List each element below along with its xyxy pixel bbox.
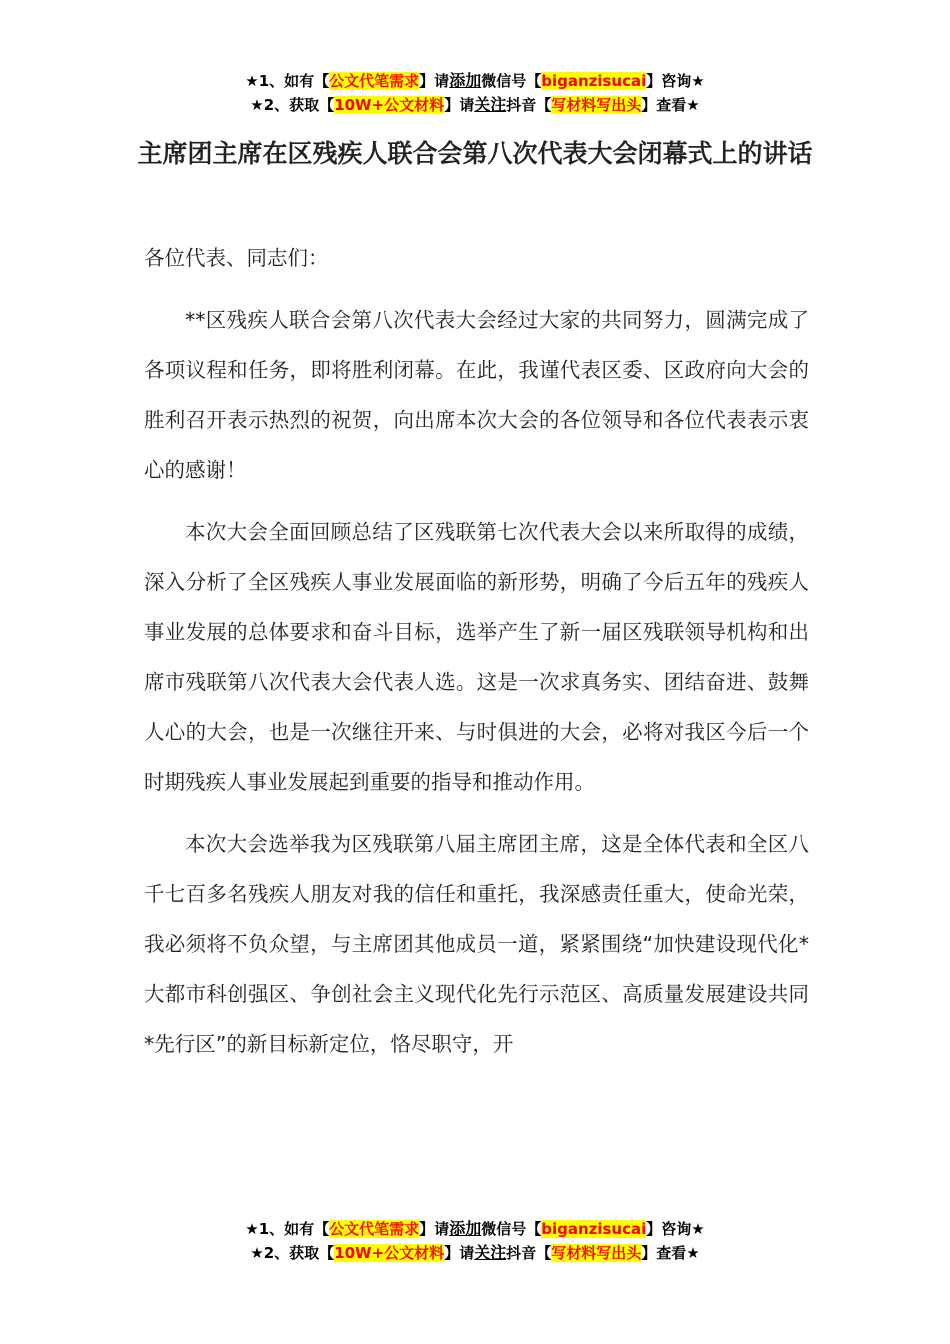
footer-banner-line-2 — [0, 1241, 950, 1265]
banner-text: 】请 — [419, 72, 450, 90]
banner-underline: 关注 — [474, 1243, 507, 1262]
banner-underline: 关注 — [474, 95, 507, 114]
banner-text: ★1、如有【 — [245, 72, 330, 90]
document-body — [144, 233, 809, 1081]
banner-text: 抖音【 — [506, 96, 552, 114]
header-banner-line-1 — [0, 69, 950, 93]
banner-underline: 添加 — [449, 71, 482, 90]
banner-highlight: 10W+公文材料 — [334, 1244, 445, 1262]
banner-highlight: 公文代笔需求 — [329, 72, 420, 90]
footer-banner — [0, 1217, 950, 1265]
paragraph-3: 本次大会选举我为区残联第八届主席团主席，这是全体代表和全区八千七百多名残疾人朋友对我的信任和重托，我深感责任重大，使命光荣，我必须将不负众望，与主席团其他成员一道，紧紧围绕“加快建设现代化*大都市科创强区、争创社会主义现代化先行示范区、高质量发展建设共同*先行区”的新目标新定位，恪尽职守，开 — [144, 832, 809, 1056]
banner-text: 】请 — [419, 1220, 450, 1238]
document-title: 主席团主席在区残疾人联合会第八次代表大会闭幕式上的讲话 — [137, 139, 813, 168]
banner-text: 】咨询★ — [646, 72, 705, 90]
paragraph-2: 本次大会全面回顾总结了区残联第七次代表大会以来所取得的成绩，深入分析了全区残疾人事业发展面临的新形势，明确了今后五年的残疾人事业发展的总体要求和奋斗目标，选举产生了新一届区残联领导机构和出席市残联第八次代表大会代表人选。这是一次求真务实、团结奋进、鼓舞人心的大会，也是一次继往开来、与时俱进的大会，必将对我区今后一个时期残疾人事业发展起到重要的指导和推动作用。 — [144, 520, 809, 794]
banner-highlight: biganzisucai — [541, 72, 647, 90]
banner-text: 】请 — [444, 96, 475, 114]
banner-highlight: biganzisucai — [541, 1220, 647, 1238]
banner-text: 】咨询★ — [646, 1220, 705, 1238]
paragraph-1: **区残疾人联合会第八次代表大会经过大家的共同努力，圆满完成了各项议程和任务，即将胜利闭幕。在此，我谨代表区委、区政府向大会的胜利召开表示热烈的祝贺，向出席本次大会的各位领导和各位代表表示衷心的感谢！ — [144, 308, 809, 482]
footer-banner-line-1 — [0, 1217, 950, 1241]
banner-text: ★2、获取【 — [250, 1244, 335, 1262]
banner-text: 微信号【 — [481, 1220, 542, 1238]
header-banner — [0, 69, 950, 117]
banner-text: 微信号【 — [481, 72, 542, 90]
banner-text: 】查看★ — [641, 1244, 700, 1262]
banner-text: 】查看★ — [641, 96, 700, 114]
banner-underline: 添加 — [449, 1219, 482, 1238]
banner-text: ★1、如有【 — [245, 1220, 330, 1238]
banner-text: 】请 — [444, 1244, 475, 1262]
banner-highlight: 10W+公文材料 — [334, 96, 445, 114]
banner-text: 抖音【 — [506, 1244, 552, 1262]
header-banner-line-2 — [0, 93, 950, 117]
banner-highlight: 写材料写出头 — [551, 1244, 642, 1262]
salutation: 各位代表、同志们： — [144, 246, 329, 270]
banner-highlight: 公文代笔需求 — [329, 1220, 420, 1238]
banner-highlight: 写材料写出头 — [551, 96, 642, 114]
banner-text: ★2、获取【 — [250, 96, 335, 114]
